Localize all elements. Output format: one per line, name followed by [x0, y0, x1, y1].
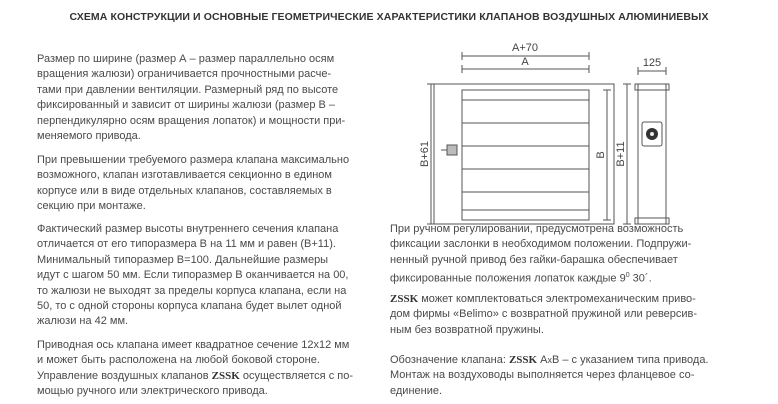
- text-line: отличается от его типоразмера В на 11 мм и равен (В+11).: [37, 238, 336, 251]
- right-paragraph-1: [390, 222, 691, 287]
- text-line: Монтаж на воздуховоды выполняется через фланцевое со-: [390, 369, 695, 382]
- text-line: единение.: [390, 384, 443, 397]
- text-line: тами при давлении вентиляции. Размерный ряд по высоте: [37, 83, 339, 96]
- text-line: то жалюзи не выходят за пределы корпуса клапана, если на: [37, 284, 347, 297]
- flange-frame: [434, 84, 614, 224]
- text-line: Фактический размер высоты внутреннего сечения клапана: [37, 223, 339, 235]
- valve-opening: [462, 90, 589, 220]
- dim-label-125: 125: [642, 57, 662, 69]
- text-line: меняемого привода.: [37, 130, 141, 143]
- text-line: [390, 353, 709, 368]
- text-line: [390, 292, 697, 307]
- text-line: перпендикулярно осям вращения лопаток) и мощности при-: [37, 114, 346, 127]
- text-line: [390, 268, 691, 287]
- dim-label-b11: B+11: [615, 141, 627, 167]
- degree-sup: 0: [625, 272, 630, 280]
- text-run: х: [547, 355, 552, 365]
- text-run: может комплектоваться электромеханическим приво-: [418, 293, 696, 305]
- text-line: ненный ручной привод без гайки-барашка обеспечивает: [390, 253, 678, 266]
- text-line: При превышении требуемого размера клапана максимально: [37, 154, 350, 166]
- dim-label-b61: B+61: [419, 141, 431, 167]
- dim-label-a: A: [521, 56, 529, 68]
- text-run: осуществляется с по-: [239, 369, 353, 382]
- brand-name: ZSSK: [390, 293, 419, 305]
- text-line: и может быть расположена на любой боковой стороне.: [37, 354, 320, 367]
- text-line: корпусе или в виде отдельных клапанов, составляемых в: [37, 184, 332, 197]
- text-run: Обозначение клапана:: [390, 354, 509, 366]
- drive-shaft: [447, 145, 457, 155]
- side-view-flange-top: [635, 84, 669, 90]
- text-line: фиксации заслонки в необходимом положении. Подпружи-: [390, 238, 692, 251]
- text-line: вращения жалюзи) ограничивается прочностными расче-: [37, 68, 332, 81]
- text-line: 50, то с одной стороны корпуса клапана будет вылет одной: [37, 300, 342, 313]
- text-run: В – с указанием типа привода.: [551, 354, 709, 366]
- text-run: фиксированные положения лопаток каждые 9: [390, 272, 626, 285]
- dim-label-b: B: [595, 151, 607, 159]
- brand-name: ZSSK: [211, 369, 240, 382]
- page-title: СХЕМА КОНСТРУКЦИИ И ОСНОВНЫЕ ГЕОМЕТРИЧЕСКИЕ ХАРАКТЕРИСТИКИ КЛАПАНОВ ВОЗДУШНЫХ АЛЮМИНИЕВЫХ: [69, 11, 709, 23]
- text-line: При ручном регулировании, предусмотрена возможность: [390, 223, 684, 235]
- text-line: Размер по ширине (размер А – размер параллельно осям: [37, 53, 335, 65]
- right-paragraph-2: [390, 292, 697, 338]
- text-run: А: [537, 354, 548, 366]
- text-line: идут с шагом 50 мм. Если типоразмер В оканчивается на 00,: [37, 269, 349, 282]
- text-line: дом фирмы «Belimo» с возвратной пружиной или реверсив-: [390, 308, 698, 321]
- right-paragraph-3: [390, 353, 709, 399]
- text-line: Минимальный типоразмер В=100. Дальнейшие размеры: [37, 253, 329, 266]
- text-line: ным без возвратной пружины.: [390, 323, 544, 336]
- text-line: фиксированный и зависит от ширины жалюзи (размер В –: [37, 99, 336, 112]
- text-line: возможного, клапан изготавливается секционно в едином: [37, 169, 332, 182]
- text-line: мощью ручного или электрического привода.: [37, 385, 268, 398]
- brand-name: ZSSK: [508, 354, 538, 366]
- text-run: 30´.: [629, 272, 652, 285]
- text-line: Приводная ось клапана имеет квадратное сечение 12х12 мм: [37, 339, 350, 351]
- dim-label-a70: A+70: [512, 42, 538, 54]
- text-run: Управление воздушных клапанов: [37, 369, 212, 382]
- side-view-body: [638, 84, 666, 224]
- text-line: жалюзи на 42 мм.: [37, 315, 129, 328]
- text-line: секцию при монтаже.: [37, 200, 146, 213]
